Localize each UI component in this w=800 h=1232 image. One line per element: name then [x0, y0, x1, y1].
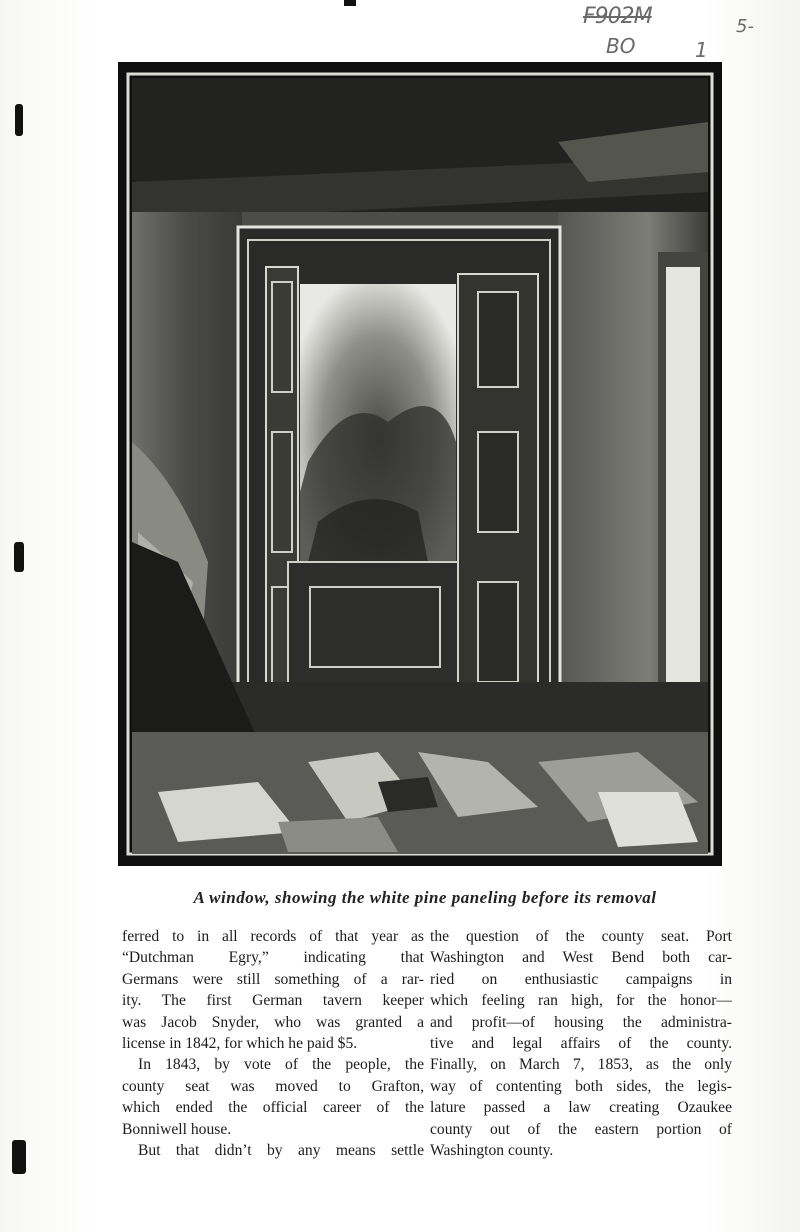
handwritten-page-mark: 5- — [736, 16, 754, 37]
text-line: lature passed a law creating Ozaukee — [430, 1099, 732, 1117]
text-line: county seat was moved to Grafton, — [122, 1077, 424, 1095]
text-line: Bonniwell house. — [122, 1120, 232, 1138]
text-line: But that didn’t by any means settle — [138, 1142, 424, 1160]
text-line: license in 1842, for which he paid $5. — [122, 1035, 358, 1053]
text-line: tive and legal affairs of the county. — [430, 1035, 732, 1053]
text-line: “Dutchman Egry,” indicating that — [122, 949, 424, 967]
text-line: Finally, on March 7, 1853, as the only — [430, 1056, 732, 1074]
article-column-right — [430, 926, 732, 1161]
scan-edge-mark — [344, 0, 356, 6]
binding-hole-mark — [12, 1140, 26, 1174]
text-line: way of contenting both sides, the legis- — [430, 1077, 732, 1095]
text-line: which ended the official career of the — [122, 1099, 424, 1117]
window-photograph — [118, 62, 722, 866]
text-line: was Jacob Snyder, who was granted a — [122, 1013, 424, 1031]
text-line: ferred to in all records of that year as — [122, 928, 424, 945]
text-line: Germans were still something of a rar- — [122, 970, 424, 988]
photo-illustration — [118, 62, 722, 866]
text-line: In 1843, by vote of the people, the — [138, 1056, 424, 1074]
text-line: county out of the eastern portion of — [430, 1120, 732, 1138]
handwritten-sub-code: BO — [606, 34, 636, 58]
text-line: ity. The first German tavern keeper — [122, 992, 424, 1010]
binding-hole-mark — [15, 104, 23, 136]
text-line: which feeling ran high, for the honor— — [430, 992, 732, 1010]
text-line: Washington county. — [430, 1142, 554, 1160]
article-column-left — [122, 926, 424, 1161]
text-line: Washington and West Bend both car- — [430, 949, 732, 967]
text-line: and profit—of housing the administra- — [430, 1013, 732, 1031]
handwritten-item-number: 1 — [695, 38, 708, 62]
text-line: the question of the county seat. Port — [430, 928, 732, 945]
binding-hole-mark — [14, 542, 24, 572]
handwritten-call-number: F902M — [583, 4, 652, 29]
photo-caption: A window, showing the white pine paneling before its removal — [193, 888, 657, 907]
text-line: ried on enthusiastic campaigns in — [430, 970, 732, 988]
